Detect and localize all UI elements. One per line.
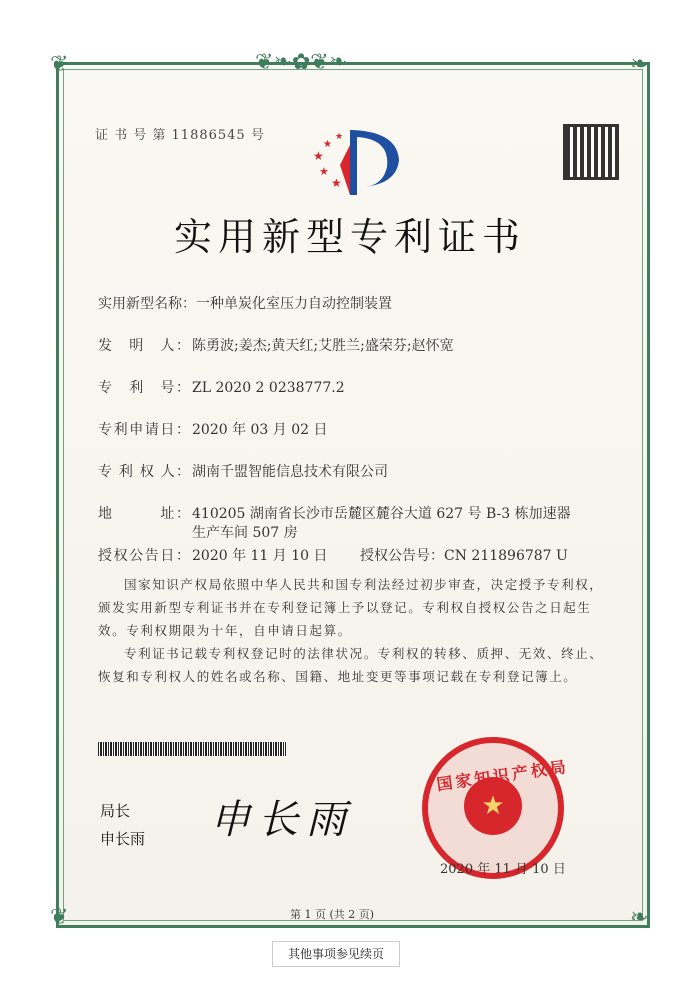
field-publication-number [360,545,568,565]
signatory-name: 申长雨 [100,830,146,848]
seal-text: 国家知识产权局 [435,756,570,795]
national-emblem-icon: ★ [464,777,522,835]
svg-text:★: ★ [335,132,344,142]
field-label: 授权公告号： [360,548,444,564]
field-value: 一种单炭化室压力自动控制装置 [196,296,392,312]
seal-date: 2020 年 11 月 10 日 [440,862,566,877]
field-value: CN 211896787 U [444,548,568,564]
footer-note: 其他事项参见续页 [272,941,400,967]
corner-ornament-icon: ❧ [630,905,649,930]
statement-paragraph-2: 专利证书记载专利权登记时的法律状况。专利权的转移、质押、无效、终止、恢复和专利权人的姓名或名称、国籍、地址变更等事项记载在专利登记簿上。 [98,646,604,684]
field-value: 2020 年 03 月 02 日 [192,422,328,438]
certificate-number: 证 书 号 第 11886545 号 [95,128,265,143]
svg-text:★: ★ [323,139,332,150]
page-indicator: 第 1 页 (共 2 页) [290,908,375,921]
svg-text:★: ★ [319,165,329,178]
field-label: 专利申请日： [98,422,190,438]
field-value: 湖南千盟智能信息技术有限公司 [192,464,388,480]
field-application-date [98,419,328,439]
field-patentee [98,461,388,481]
field-label: 专 利 号： [98,380,190,396]
field-address-line2: 生产车间 507 房 [192,525,298,541]
field-patent-number [98,377,345,397]
corner-ornament-icon: ❦ [50,52,69,77]
statement-paragraph-1: 国家知识产权局依照中华人民共和国专利法经过初步审查，决定授予专利权，颁发实用新型专利证书并在专利登记簿上予以登记。专利权自授权公告之日起生效。专利权期限为十年，自申请日起算。 [98,577,604,638]
field-inventors [98,335,454,355]
field-label: 发 明 人： [98,338,190,354]
field-grant-date [98,545,328,565]
field-value: 410205 湖南省长沙市岳麓区麓谷大道 627 号 B-3 栋加速器 [192,506,571,522]
page-title: 实用新型专利证书 [173,215,526,259]
cnipa-logo-icon [305,125,405,200]
field-label: 授权公告日： [98,548,190,564]
qr-code [563,124,619,180]
svg-text:★: ★ [331,176,342,190]
top-ornament-icon: ❦❧✿❦❧ [255,50,348,75]
field-value: 陈勇波;姜杰;黄天红;艾胜兰;盛荣芬;赵怀宽 [192,338,454,354]
field-address [98,503,571,523]
signatory-title: 局长 [100,802,131,820]
corner-ornament-icon: ❧ [630,52,649,77]
handwritten-signature: 申长雨 [210,797,354,843]
barcode [98,742,286,756]
field-value: ZL 2020 2 0238777.2 [192,380,345,396]
field-label: 地 址： [98,506,190,522]
field-utility-model-name [98,293,392,313]
field-value: 2020 年 11 月 10 日 [192,548,328,564]
field-label: 实用新型名称： [98,296,196,312]
corner-ornament-icon: ❦ [50,905,69,930]
svg-text:★: ★ [313,149,324,163]
field-label: 专 利 权 人： [98,464,190,480]
